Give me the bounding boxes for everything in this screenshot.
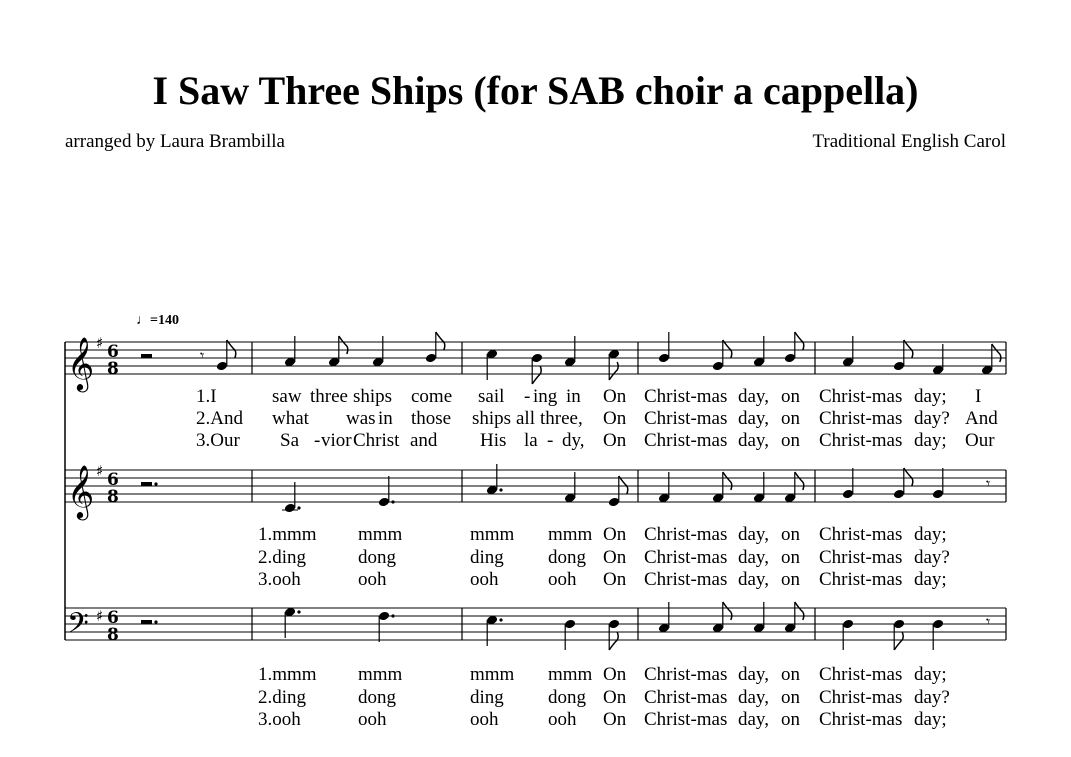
key-signature-sharp-icon: ♯ (96, 334, 104, 352)
lyric-syllable: day, (738, 709, 769, 730)
lyric-syllable: On (603, 430, 627, 451)
lyric-syllable: - (547, 430, 554, 451)
lyric-syllable: ding (470, 687, 504, 708)
lyric-syllable: dong (358, 547, 396, 568)
lyric-syllable: sail (478, 386, 505, 407)
staff-system (65, 334, 1006, 647)
lyric-syllable: la (524, 430, 538, 451)
lyric-syllable: On (603, 524, 627, 545)
note-flag (723, 602, 732, 620)
lyric-syllable: On (603, 569, 627, 590)
lyric-syllable: His (480, 430, 507, 451)
quarter-note-icon: ♩ (136, 313, 150, 328)
eighth-note (893, 619, 905, 650)
lyric-syllable: on (781, 569, 800, 590)
time-signature-numerator: 6 (107, 342, 119, 362)
lyric-syllable: Christ (353, 430, 400, 451)
eighth-rest-icon: 𝄾 (986, 474, 991, 493)
lyric-syllable: day? (914, 408, 950, 429)
lyric-syllable: - (524, 386, 531, 407)
eighth-note (328, 336, 348, 367)
lyric-syllable: day, (738, 569, 769, 590)
lyric-syllable: Christ-mas (644, 386, 728, 407)
lyric-syllable: day; (914, 664, 947, 685)
quarter-note (753, 336, 765, 367)
lyric-syllable: mmm (470, 664, 515, 685)
quarter-note (658, 332, 670, 363)
note-flag (723, 340, 732, 358)
lyric-syllable: Christ-mas (644, 524, 728, 545)
note-flag (609, 632, 618, 650)
lyric-syllable: Christ-mas (644, 547, 728, 568)
lyric-syllable: on (781, 430, 800, 451)
lyric-syllable: day, (738, 687, 769, 708)
treble-clef-icon: 𝄞 (67, 336, 95, 390)
tempo-value: =140 (150, 313, 179, 328)
quarter-note (932, 344, 944, 375)
lyric-syllable: 2.ding (258, 547, 307, 568)
lyric-syllable: ships (353, 386, 393, 407)
augmentation-dot (499, 488, 502, 491)
note-flag (436, 332, 445, 350)
augmentation-dot (297, 506, 300, 509)
lyric-syllable: on (781, 524, 800, 545)
lyric-syllable: what (272, 408, 309, 429)
lyric-syllable: on (781, 709, 800, 730)
augmentation-dot (154, 482, 157, 485)
half-rest-icon (141, 354, 152, 358)
quarter-note (284, 607, 301, 638)
note-flag (339, 336, 348, 354)
lyric-syllable: Christ-mas (644, 687, 728, 708)
quarter-note (564, 336, 576, 367)
lyric-syllable: On (603, 687, 627, 708)
eighth-note (893, 468, 913, 499)
note-flag (894, 632, 903, 650)
eighth-note (712, 602, 732, 633)
lyric-syllable: ooh (358, 569, 387, 590)
lyric-syllable: mmm (548, 664, 593, 685)
note-flag (609, 362, 618, 380)
note-flag (227, 340, 236, 358)
note-flag (904, 340, 913, 358)
eighth-rest-icon: 𝄾 (986, 612, 991, 631)
augmentation-dot (154, 620, 157, 623)
lyric-syllable: dong (548, 687, 586, 708)
lyric-syllable: day? (914, 687, 950, 708)
time-signature-denominator: 8 (107, 359, 119, 379)
quarter-note (284, 336, 296, 367)
quarter-note (658, 602, 670, 633)
score-title: I Saw Three Ships (for SAB choir a cappella) (152, 68, 919, 113)
notes-layer (141, 332, 1001, 650)
lyric-syllable: was (346, 408, 376, 429)
lyric-syllable: And (965, 408, 998, 429)
eighth-note (425, 332, 445, 363)
lyric-syllable: 1.mmm (258, 524, 317, 545)
note-flag (795, 332, 804, 350)
lyric-syllable: Christ-mas (644, 709, 728, 730)
lyric-syllable: Our (965, 430, 995, 451)
lyric-syllable: in (378, 408, 393, 429)
half-rest-icon (141, 620, 152, 624)
lyrics-layer (196, 386, 998, 730)
lyric-syllable: - (314, 430, 321, 451)
lyric-syllable: ships (472, 408, 512, 429)
augmentation-dot (391, 500, 394, 503)
composer-credit: Traditional English Carol (812, 131, 1006, 152)
eighth-note (216, 340, 236, 371)
lyric-syllable: 3.ooh (258, 709, 301, 730)
quarter-note (842, 468, 854, 499)
lyric-syllable: those (411, 408, 452, 429)
lyric-syllable: 3.ooh (258, 569, 301, 590)
lyric-syllable: saw (272, 386, 302, 407)
lyric-syllable: ooh (358, 709, 387, 730)
lyric-syllable: 1.mmm (258, 664, 317, 685)
eighth-note (712, 340, 732, 371)
half-rest-icon (141, 482, 152, 486)
lyric-syllable: On (603, 547, 627, 568)
lyric-syllable: ding (470, 547, 504, 568)
eighth-note (981, 344, 1001, 375)
eighth-note (608, 476, 628, 507)
lyric-syllable: on (781, 687, 800, 708)
bass-clef-icon: 𝄢 (67, 607, 89, 647)
lyric-syllable: day; (914, 569, 947, 590)
lyric-syllable: day, (738, 664, 769, 685)
quarter-note (753, 602, 765, 633)
lyric-syllable: day, (738, 524, 769, 545)
lyric-syllable: on (781, 386, 800, 407)
augmentation-dot (297, 610, 300, 613)
augmentation-dot (499, 618, 502, 621)
lyric-syllable: Christ-mas (819, 664, 903, 685)
lyric-syllable: On (603, 709, 627, 730)
note-flag (904, 468, 913, 486)
note-flag (619, 476, 628, 494)
lyric-syllable: Christ-mas (644, 664, 728, 685)
lyric-syllable: dong (358, 687, 396, 708)
lyric-syllable: Christ-mas (819, 547, 903, 568)
lyric-syllable: 2.ding (258, 687, 307, 708)
lyric-syllable: and (410, 430, 438, 451)
quarter-note (932, 468, 944, 499)
lyric-syllable: Christ-mas (819, 524, 903, 545)
eighth-note (784, 602, 804, 633)
lyric-syllable: day; (914, 386, 947, 407)
quarter-note (564, 619, 576, 650)
arranger-credit: arranged by Laura Brambilla (65, 131, 285, 152)
lyric-syllable: On (603, 386, 627, 407)
note-flag (795, 602, 804, 620)
lyric-syllable: ing (533, 386, 558, 407)
lyric-syllable: on (781, 664, 800, 685)
lyric-syllable: ooh (470, 569, 499, 590)
lyric-syllable: On (603, 664, 627, 685)
note-flag (992, 344, 1001, 362)
lyric-syllable: Christ-mas (819, 430, 903, 451)
eighth-note (608, 619, 620, 650)
lyric-syllable: day; (914, 524, 947, 545)
eighth-note (784, 472, 804, 503)
lyric-syllable: Christ-mas (819, 408, 903, 429)
quarter-note (372, 336, 384, 367)
quarter-note (842, 619, 854, 650)
quarter-note (753, 472, 765, 503)
lyric-syllable: come (411, 386, 453, 407)
quarter-note (564, 472, 576, 503)
lyric-syllable: Christ-mas (819, 569, 903, 590)
lyric-syllable: all (516, 408, 535, 429)
lyric-syllable: mmm (548, 524, 593, 545)
lyric-syllable: vior (321, 430, 352, 451)
lyric-syllable: mmm (470, 524, 515, 545)
lyric-syllable: Christ-mas (644, 569, 728, 590)
quarter-note (658, 472, 670, 503)
augmentation-dot (391, 614, 394, 617)
lyric-syllable: Christ-mas (644, 408, 728, 429)
lyric-syllable: Sa (280, 430, 299, 451)
time-signature-numerator: 6 (107, 470, 119, 490)
eighth-note (712, 472, 732, 503)
quarter-note (486, 615, 503, 646)
lyric-syllable: Christ-mas (819, 687, 903, 708)
lyric-syllable: on (781, 408, 800, 429)
lyric-syllable: three (310, 386, 348, 407)
lyric-syllable: day, (738, 408, 769, 429)
lyric-syllable: day, (738, 386, 769, 407)
quarter-note (486, 464, 503, 495)
eighth-note (531, 353, 543, 384)
lyric-syllable: day, (738, 430, 769, 451)
quarter-note (284, 482, 301, 513)
lyric-syllable: I (975, 386, 982, 407)
quarter-note (842, 336, 854, 367)
lyric-syllable: ooh (470, 709, 499, 730)
note-flag (795, 472, 804, 490)
quarter-note (378, 611, 395, 642)
treble-clef-icon: 𝄞 (67, 464, 95, 518)
note-flag (532, 366, 541, 384)
eighth-note (893, 340, 913, 371)
eighth-rest-icon: 𝄾 (200, 346, 205, 365)
lyric-syllable: 2.And (196, 408, 243, 429)
lyric-syllable: Christ-mas (819, 386, 903, 407)
quarter-note (932, 619, 944, 650)
lyric-syllable: ooh (548, 709, 577, 730)
time-signature-numerator: 6 (107, 608, 119, 628)
lyric-syllable: in (566, 386, 581, 407)
eighth-note (608, 349, 620, 380)
quarter-note (378, 476, 395, 507)
lyric-syllable: dong (548, 547, 586, 568)
lyric-syllable: mmm (358, 524, 403, 545)
lyric-syllable: day; (914, 430, 947, 451)
time-signature-denominator: 8 (107, 625, 119, 645)
lyric-syllable: on (781, 547, 800, 568)
lyric-syllable: Christ-mas (819, 709, 903, 730)
lyric-syllable: dy, (562, 430, 585, 451)
lyric-syllable: 1.I (196, 386, 217, 407)
note-flag (723, 472, 732, 490)
lyric-syllable: day? (914, 547, 950, 568)
lyric-syllable: Christ-mas (644, 430, 728, 451)
time-signature-denominator: 8 (107, 487, 119, 507)
quarter-note (486, 349, 498, 380)
key-signature-sharp-icon: ♯ (96, 462, 104, 480)
key-signature-sharp-icon: ♯ (96, 607, 104, 625)
lyric-syllable: ooh (548, 569, 577, 590)
lyric-syllable: day; (914, 709, 947, 730)
eighth-note (784, 332, 804, 363)
lyric-syllable: three, (540, 408, 583, 429)
lyric-syllable: 3.Our (196, 430, 240, 451)
lyric-syllable: On (603, 408, 627, 429)
lyric-syllable: mmm (358, 664, 403, 685)
lyric-syllable: day, (738, 547, 769, 568)
